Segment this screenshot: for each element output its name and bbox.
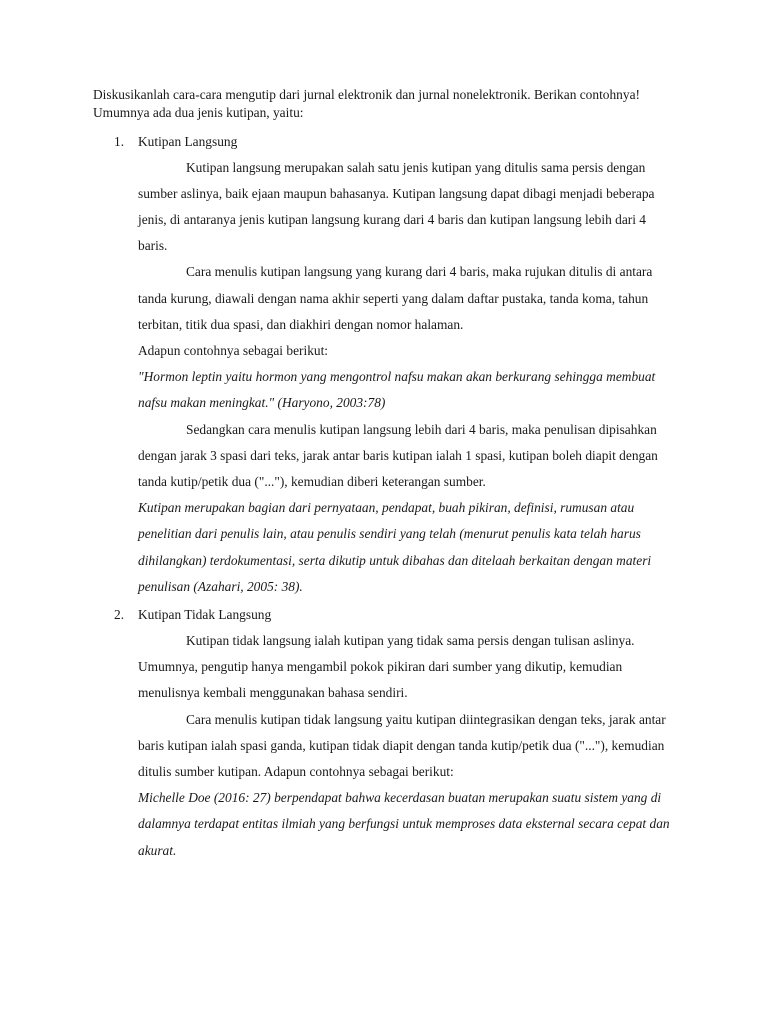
paragraph-example-intro: Adapun contohnya sebagai berikut: <box>138 342 329 358</box>
section-number: 2. <box>114 606 125 622</box>
paragraph-definition: Kutipan langsung merupakan salah satu jenis kutipan yang ditulis sama persis dengan sumber aslinya, baik ejaan maupun bahasanya. Kutipan langsung dapat dibagi menjadi beberapa jenis, di antaranya jenis kutipan langsung kurang dari 4 baris dan kutipan langsung lebih dari 4 baris. <box>138 159 655 254</box>
example-short-quote: "Hormon leptin yaitu hormon yang mengontrol nafsu makan akan berkurang sehingga membuat nafsu makan meningkat." (Haryono, 2003:78) <box>138 369 656 411</box>
paragraph-short-quote-rules: Cara menulis kutipan langsung yang kurang dari 4 baris, maka rujukan ditulis di antara tanda kurung, diawali dengan nama akhir seperti yang dalam daftar pustaka, tanda koma, tahun terbitan, titik dua spasi, dan diakhiri dengan nomor halaman. <box>138 264 653 332</box>
section-title: Kutipan Tidak Langsung <box>138 606 272 622</box>
section-number: 1. <box>114 133 125 149</box>
section-kutipan-langsung <box>93 129 671 600</box>
paragraph-long-quote-rules: Sedangkan cara menulis kutipan langsung lebih dari 4 baris, maka penulisan dipisahkan dengan jarak 3 spasi dari teks, jarak antar baris kutipan ialah 1 spasi, kutipan boleh diapit dengan tanda kutip/petik dua ("..."), kemudian diberi keterangan sumber. <box>138 421 658 489</box>
section-heading <box>93 129 671 155</box>
intro-question: Diskusikanlah cara-cara mengutip dari jurnal elektronik dan jurnal nonelektronik. Berikan contohnya! <box>93 87 640 102</box>
example-long-quote: Kutipan merupakan bagian dari pernyataan, pendapat, buah pikiran, definisi, rumusan atau penelitian dari penulis lain, atau penulis sendiri yang telah (menurut penulis kata telah harus dihilangkan) terdokumentasi, serta dikutip untuk dibahas dan ditelaah berkaitan dengan materi penulisan (Azahari, 2005: 38). <box>138 500 652 594</box>
intro-subtitle: Umumnya ada dua jenis kutipan, yaitu: <box>93 104 304 120</box>
section-heading <box>93 602 671 628</box>
paragraph-indirect-quote-rules: Cara menulis kutipan tidak langsung yaitu kutipan diintegrasikan dengan teks, jarak antar baris kutipan ialah spasi ganda, kutipan tidak diapit dengan tanda kutip/petik dua ("..."), kemudian ditulis sumber kutipan. Adapun contohnya sebagai berikut: <box>138 711 666 779</box>
section-kutipan-tidak-langsung <box>93 602 671 864</box>
section-title: Kutipan Langsung <box>138 133 238 149</box>
example-indirect-quote: Michelle Doe (2016: 27) berpendapat bahwa kecerdasan buatan merupakan suatu sistem yang di dalamnya terdapat entitas ilmiah yang berfungsi untuk memproses data eksternal secara cepat dan akurat. <box>138 790 670 858</box>
paragraph-definition: Kutipan tidak langsung ialah kutipan yang tidak sama persis dengan tulisan aslinya. Umumnya, pengutip hanya mengambil pokok pikiran dari sumber yang dikutip, kemudian menulisnya kembali menggunakan bahasa sendiri. <box>138 632 635 701</box>
